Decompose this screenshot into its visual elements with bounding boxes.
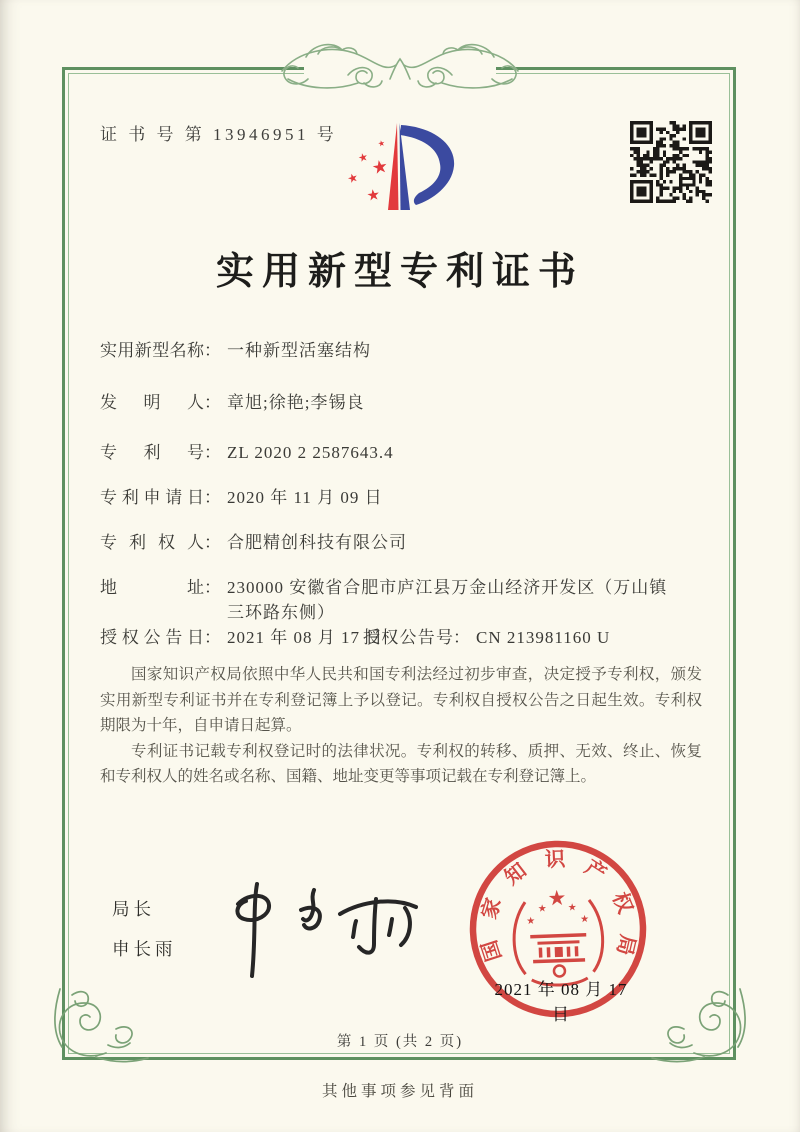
svg-text:★: ★	[370, 155, 390, 180]
svg-text:★: ★	[356, 150, 370, 166]
field-label: 授权公告号	[363, 628, 453, 647]
field-row-filing-date	[100, 485, 383, 510]
svg-text:★: ★	[547, 885, 567, 911]
field-row-inventors	[100, 390, 364, 415]
certificate-number: 证 书 号 第 13946951 号	[100, 125, 338, 144]
svg-text:★: ★	[580, 913, 590, 926]
legal-text-block	[100, 662, 702, 790]
dragon-flourish-ornament-icon	[278, 33, 522, 97]
field-label: 地址	[100, 578, 204, 597]
qr-code	[630, 121, 712, 203]
field-colon: ：	[204, 341, 221, 360]
field-label: 实用新型名称	[100, 341, 204, 360]
field-label: 发明人	[100, 393, 204, 412]
field-value: 合肥精创科技有限公司	[227, 533, 407, 552]
legal-paragraph: 国家知识产权局依照中华人民共和国专利法经过初步审查，决定授予专利权，颁发实用新型专利证书并在专利登记簿上予以登记。专利权自授权公告之日起生效。专利权期限为十年，自申请日起算。	[100, 666, 702, 734]
legal-paragraph: 专利证书记载专利权登记时的法律状况。专利权的转移、质押、无效、终止、恢复和专利权人的姓名或名称、国籍、地址变更等事项记载在专利登记簿上。	[100, 742, 702, 785]
field-label: 专利权人	[100, 533, 204, 552]
corner-flourish-left-icon	[46, 987, 150, 1069]
field-row-address	[100, 575, 685, 625]
seal-text: 国家知识产权局	[478, 848, 639, 964]
field-colon: ：	[204, 443, 221, 462]
svg-text:★: ★	[377, 138, 386, 149]
field-colon: ：	[204, 393, 221, 412]
seal-date: 2021 年 08 月 17 日	[494, 980, 628, 1024]
field-value: 230000 安徽省合肥市庐江县万金山经济开发区（万山镇三环路东侧）	[227, 578, 668, 622]
svg-text:★: ★	[537, 903, 547, 915]
svg-text:★: ★	[567, 902, 577, 914]
field-pair-publication-number	[363, 625, 610, 650]
director-name: 申长雨	[112, 939, 177, 959]
svg-text:★: ★	[365, 185, 382, 205]
field-label: 专利申请日	[100, 488, 204, 507]
field-row-patentee	[100, 530, 407, 555]
director-signature-icon	[222, 878, 432, 986]
footer-note: 其他事项参见背面	[321, 1083, 478, 1100]
field-colon: ：	[204, 628, 221, 647]
field-label: 专利号	[100, 443, 204, 462]
field-value: CN 213981160 U	[476, 628, 611, 647]
cnipa-logo-icon	[338, 112, 470, 215]
certificate-title: 实用新型专利证书	[215, 251, 584, 293]
director-title: 局长	[112, 899, 155, 919]
corner-flourish-right-icon	[650, 987, 754, 1069]
field-value: 2020 年 11 月 09 日	[227, 488, 383, 507]
field-row-name	[100, 338, 371, 363]
field-colon: ：	[204, 578, 221, 597]
field-value: ZL 2020 2 2587643.4	[227, 443, 394, 462]
field-colon: ：	[204, 488, 221, 507]
field-value: 一种新型活塞结构	[227, 341, 371, 360]
page-indicator: 第 1 页 (共 2 页)	[336, 1034, 464, 1050]
field-label: 授权公告日	[100, 628, 204, 647]
svg-text:★: ★	[526, 915, 536, 928]
field-value: 2021 年 08 月 17 日	[227, 628, 384, 647]
field-colon: ：	[453, 628, 470, 647]
field-row-patent-number	[100, 440, 394, 465]
svg-text:★: ★	[345, 169, 361, 187]
field-value: 章旭;徐艳;李锡良	[227, 393, 365, 412]
field-row-grant	[100, 625, 611, 650]
national-emblem-icon	[512, 884, 604, 986]
field-colon: ：	[204, 533, 221, 552]
